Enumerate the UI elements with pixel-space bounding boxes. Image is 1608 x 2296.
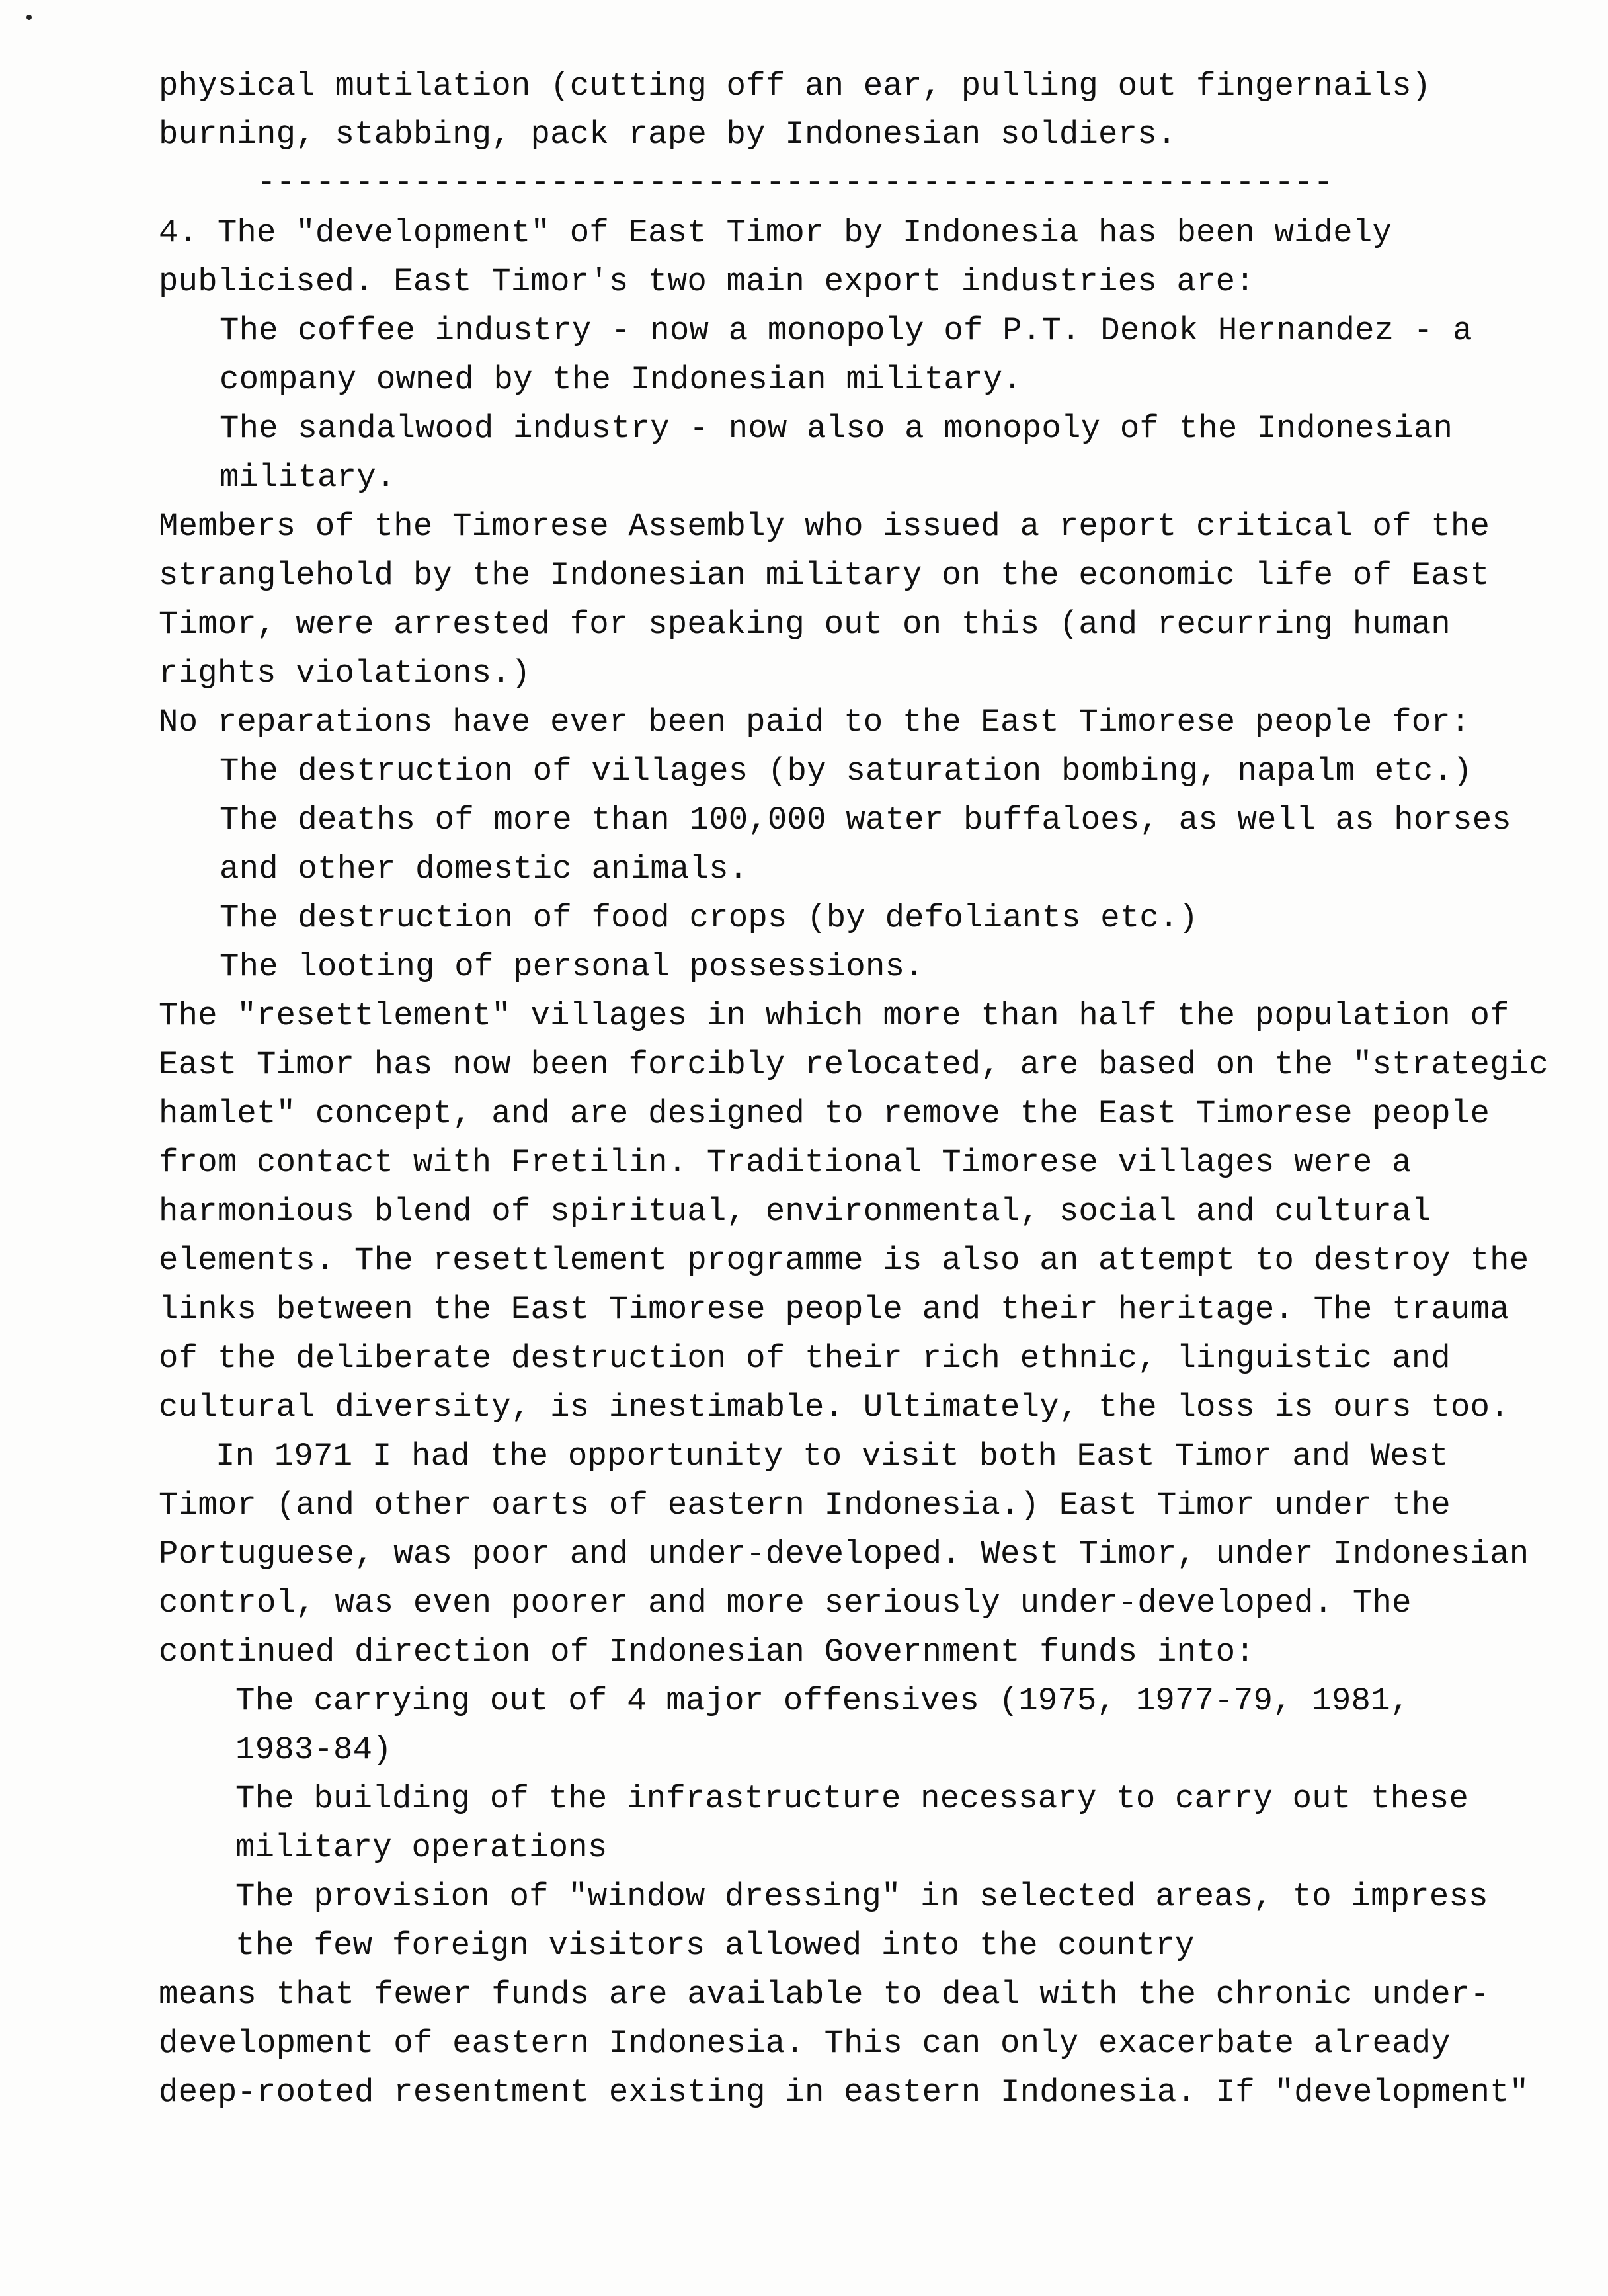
text-line: links between the East Timorese people and their heritage. The trauma <box>159 1291 1509 1328</box>
text-line: The destruction of villages (by saturation bombing, napalm etc.) <box>220 753 1472 790</box>
text-line: cultural diversity, is inestimable. Ultimately, the loss is ours too. <box>159 1389 1509 1426</box>
text-line: harmonious blend of spiritual, environmental, social and cultural <box>159 1193 1431 1230</box>
text-line: The "resettlement" villages in which more than half the population of <box>159 997 1509 1034</box>
text-line: the few foreign visitors allowed into the country <box>235 1927 1195 1964</box>
text-line: burning, stabbing, pack rape by Indonesian soldiers. <box>159 116 1177 153</box>
text-line: The destruction of food crops (by defoliants etc.) <box>220 899 1199 936</box>
text-line: development of eastern Indonesia. This can only exacerbate already <box>159 2025 1451 2062</box>
text-line: The sandalwood industry - now also a monopoly of the Indonesian <box>220 410 1453 447</box>
text-line: No reparations have ever been paid to the East Timorese people for: <box>159 704 1470 741</box>
text-line: physical mutilation (cutting off an ear, pulling out fingernails) <box>159 67 1431 104</box>
text-line: military operations <box>235 1829 608 1866</box>
text-line: East Timor has now been forcibly relocated, are based on the "strategic <box>159 1046 1548 1083</box>
text-line: company owned by the Indonesian military. <box>220 361 1022 398</box>
text-line: stranglehold by the Indonesian military on the economic life of East <box>159 557 1490 594</box>
text-line: The deaths of more than 100,000 water buffaloes, as well as horses <box>220 801 1511 839</box>
text-line: control, was even poorer and more seriously under-developed. The <box>159 1584 1412 1621</box>
text-line: Timor (and other oarts of eastern Indonesia.) East Timor under the <box>159 1487 1451 1524</box>
text-line: Timor, were arrested for speaking out on this (and recurring human <box>159 606 1451 643</box>
section-separator: ------------------------------------------------------- <box>257 164 1334 201</box>
text-line: deep-rooted resentment existing in eastern Indonesia. If "development" <box>159 2074 1529 2111</box>
text-line: Portuguese, was poor and under-developed. West Timor, under Indonesian <box>159 1536 1529 1573</box>
text-line: rights violations.) <box>159 655 531 692</box>
text-line: of the deliberate destruction of their rich ethnic, linguistic and <box>159 1340 1451 1377</box>
text-line: 1983-84) <box>235 1731 392 1768</box>
text-line: The provision of "window dressing" in selected areas, to impress <box>235 1878 1488 1915</box>
text-line: 4. The "development" of East Timor by Indonesia has been widely <box>159 214 1392 251</box>
text-line: The carrying out of 4 major offensives (1975, 1977-79, 1981, <box>235 1682 1410 1719</box>
text-line: from contact with Fretilin. Traditional Timorese villages were a <box>159 1144 1412 1181</box>
text-line: military. <box>220 459 396 496</box>
text-line: The coffee industry - now a monopoly of P.T. Denok Hernandez - a <box>220 312 1472 349</box>
text-line: continued direction of Indonesian Government funds into: <box>159 1633 1255 1670</box>
text-line: Members of the Timorese Assembly who issued a report critical of the <box>159 508 1490 545</box>
text-line: The building of the infrastructure necessary to carry out these <box>235 1780 1469 1817</box>
text-line: means that fewer funds are available to deal with the chronic under- <box>159 1976 1490 2013</box>
text-line: In 1971 I had the opportunity to visit both East Timor and West <box>216 1438 1449 1475</box>
text-line: publicised. East Timor's two main export industries are: <box>159 263 1255 300</box>
text-line: and other domestic animals. <box>220 850 748 887</box>
paper-speck <box>26 15 32 20</box>
text-line: elements. The resettlement programme is also an attempt to destroy the <box>159 1242 1529 1279</box>
text-line: The looting of personal possessions. <box>220 948 924 985</box>
text-line: hamlet" concept, and are designed to remove the East Timorese people <box>159 1095 1490 1132</box>
